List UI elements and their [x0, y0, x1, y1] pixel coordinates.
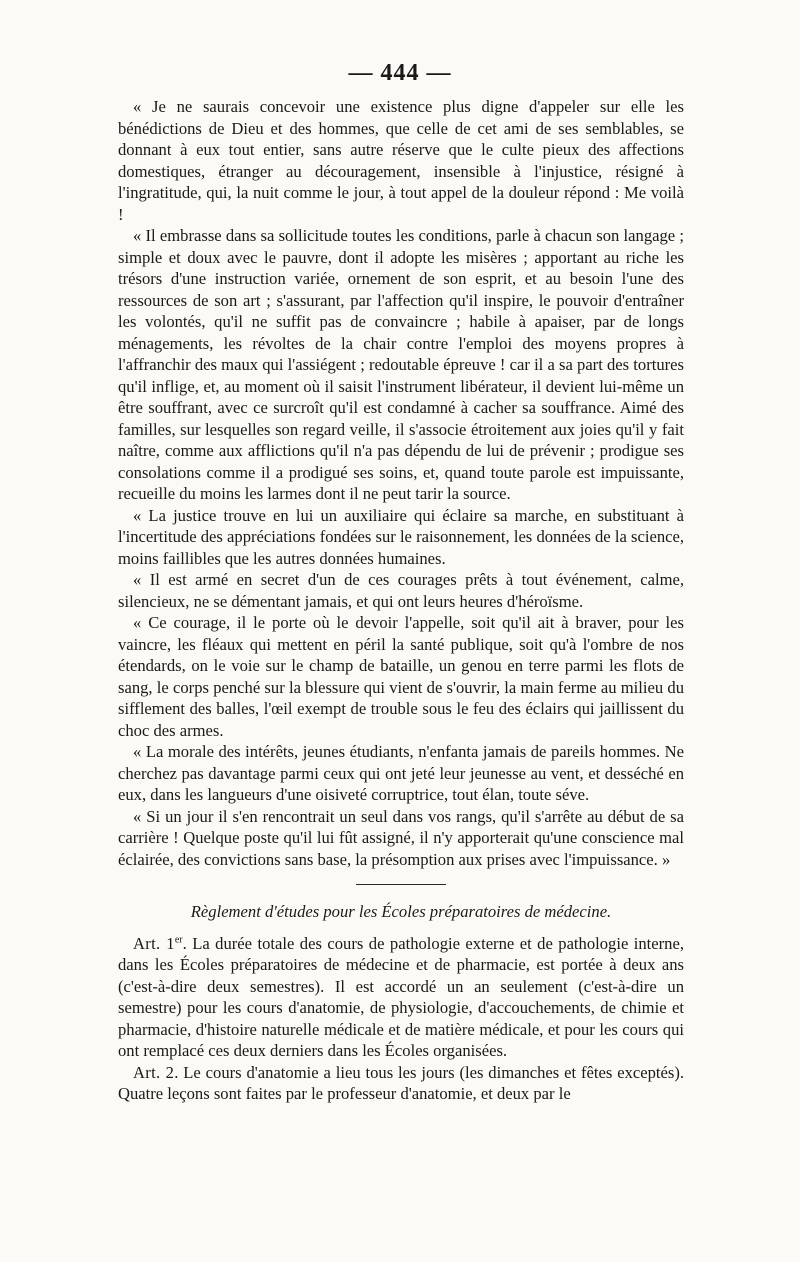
article-paragraph [118, 933, 684, 1062]
paragraph: « Il est armé en secret d'un de ces courages prêts à tout événement, calme, silencieux, ne se démentant jamais, et qui ont leurs heures d'héroïsme. [118, 570, 684, 611]
article-label: Art. 2 [133, 1062, 175, 1082]
text-column [118, 96, 684, 1105]
paragraph: « Si un jour il s'en rencontrait un seul dans vos rangs, qu'il s'arrête au début de sa carrière ! Quelque poste qu'il lui fût assigné, il n'y apporterait qu'une conscience mal éclairée, des convictions sans base, la présomption aux prises avec l'impuissance. » [118, 806, 684, 869]
paragraph: « Ce courage, il le porte où le devoir l'appelle, soit qu'il ait à braver, pour les vaincre, les fléaux qui mettent en péril la santé publique, soit qu'à l'ombre de nos étendards, on le voie sur le champ de bataille, un genou en terre parmi les flots de sang, le corps penché sur la blessure qui vient de s'ouvrir, la main ferme au milieu du sifflement des balles, l'œil exempt de trouble sous le feu des éclairs qui jaillissent du choc des armes. [118, 613, 684, 740]
section-heading: Règlement d'études pour les Écoles préparatoires de médecine. [190, 902, 612, 921]
article-text: . Le cours d'anatomie a lieu tous les jours (les dimanches et fêtes exceptés). Quatre leçons sont faites par le professeur d'anatomie, et deux par le [118, 1062, 684, 1103]
paragraph: « La morale des intérêts, jeunes étudiants, n'enfanta jamais de pareils hommes. Ne cherchez pas davantage parmi ceux qui ont jeté leur jeunesse au vent, et desséché en eux, dans les langueurs d'une oisiveté corruptrice, tout élan, toute séve. [118, 742, 684, 804]
section-divider [356, 884, 446, 885]
article-label: Art. 1 [133, 933, 175, 953]
paragraph: « Il embrasse dans sa sollicitude toutes les conditions, parle à chacun son langage ; simple et doux avec le pauvre, dont il adopte les misères ; apportant au riche les trésors d'une instruction variée, ornement de son esprit, et au besoin l'une des ressources de son art ; s'assurant, par l'affection qu'il inspire, le pouvoir d'entraîner les volontés, qu'il ne suffit pas de convaincre ; habile à apaiser, par de longs ménagements, les révoltes de la chair contre l'emploi des moyens propres à l'affranchir des maux qui l'assiégent ; redoutable épreuve ! car il a sa part des tortures qu'il inflige, et, au moment où il saisit l'instrument libérateur, il devient lui-même un être souffrant, avec ce surcroît qu'il est condamné à cacher sa souffrance. Aimé des familles, sur lesquelles son regard veille, il s'associe étroitement aux joies qu'il y fait naître, comme aux afflictions qu'il n'a pas dépendu de lui de prévenir ; prodigue ses consolations comme il a prodigué ses soins, et, quand toute parole est impuissante, recueille du moins les larmes dont il ne peut tarir la source. [118, 226, 684, 503]
article-paragraph [118, 1062, 684, 1105]
paragraph: « Je ne saurais concevoir une existence plus digne d'appeler sur elle les bénédictions de Dieu et des hommes, que celle de cet ami de ses semblables, se donnant à eux tout entier, sans autre réserve que le culte pieux des affections domestiques, étranger au découragement, insensible à l'injustice, résigné à l'ingratitude, qui, la nuit comme le jour, à tout appel de la douleur répond : Me voilà ! [118, 97, 684, 224]
paragraph: « La justice trouve en lui un auxiliaire qui éclaire sa marche, en substituant à l'incertitude des appréciations fondées sur le raisonnement, les données de la science, moins faillibles que les autres données humaines. [118, 505, 684, 568]
article-text: . La durée totale des cours de pathologie externe et de pathologie interne, dans les Écoles préparatoires de médecine et de pharmacie, est portée à deux ans (c'est-à-dire deux semestres). Il est accordé un an seulement (c'est-à-dire un semestre) pour les cours d'anatomie, de physiologie, d'accouchements, de chimie et pharmacie, d'histoire naturelle médicale et de matière médicale, et pour les cours qui ont remplacé ces deux derniers dans les Écoles organisées. [118, 933, 684, 1060]
page-number: — 444 — [348, 60, 452, 86]
article-ordinal: er [174, 933, 183, 945]
